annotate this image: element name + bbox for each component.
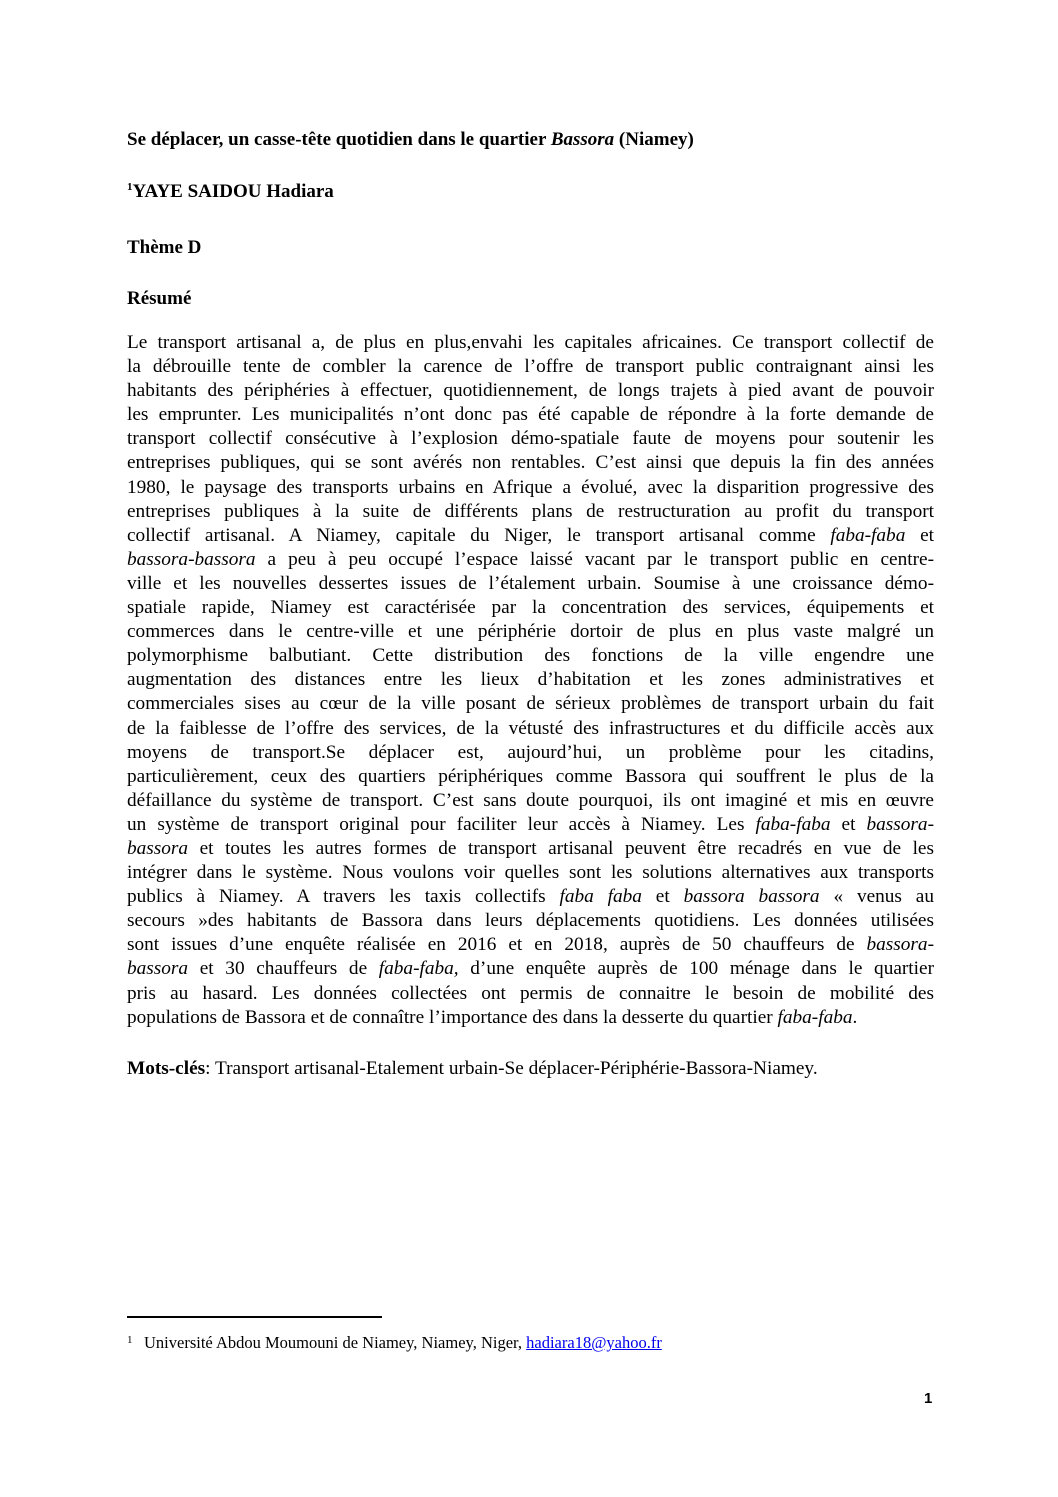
abstract-text: défaillance du système de transport. C’est sans doute pourquoi, ils ont imaginé et mis en œuvre xyxy=(127,789,934,811)
abstract-text: a peu à peu occupé l’espace laissé vacant par le transport public en centre- xyxy=(255,548,934,570)
abstract-italic-term: faba-faba xyxy=(830,524,906,546)
abstract-line xyxy=(127,476,934,500)
abstract-line xyxy=(127,668,934,692)
title-italic-text: Bassora xyxy=(550,129,615,150)
abstract-text: et xyxy=(905,524,934,546)
footnote-mark: 1 xyxy=(127,1334,133,1346)
abstract-line xyxy=(127,500,934,524)
abstract-text: particulièrement, ceux des quartiers périphériques comme Bassora qui souffrent le plus de la xyxy=(127,765,934,787)
abstract-line xyxy=(127,982,934,1006)
abstract-text: augmentation des distances entre les lieux d’habitation et les zones administratives et xyxy=(127,669,934,691)
footnote-text: Université Abdou Moumouni de Niamey, Niamey, Niger, xyxy=(144,1333,527,1352)
abstract-line xyxy=(127,451,934,475)
abstract-text: . xyxy=(852,1006,858,1028)
abstract-text: polymorphisme balbutiant. Cette distribution des fonctions de la ville engendre une xyxy=(127,645,934,667)
abstract-text: et toutes les autres formes de transport artisanal peuvent être recadrés en vue de les xyxy=(188,837,934,859)
abstract-text: pris au hasard. Les données collectées ont permis de connaitre le besoin de mobilité des xyxy=(127,982,934,1004)
abstract-text: de la faiblesse de l’offre des services, de la vétusté des infrastructures et du difficile accès aux xyxy=(127,717,934,739)
abstract-line xyxy=(127,741,934,765)
abstract-text: intégrer dans le système. Nous voulons voir quelles sont les solutions alternatives aux transports xyxy=(127,862,934,884)
theme-heading: Thème D xyxy=(127,237,202,258)
abstract-line xyxy=(127,572,934,596)
abstract-line xyxy=(127,789,934,813)
abstract-line xyxy=(127,933,934,957)
abstract-italic-term: faba-faba xyxy=(755,813,831,835)
abstract-text: transport collectif consécutive à l’explosion démo-spatiale faute de moyens pour soutenir les xyxy=(127,428,934,450)
abstract-text: populations de Bassora et de connaître l’importance des dans la desserte du quartier xyxy=(127,1006,778,1028)
abstract-italic-term: faba-faba, xyxy=(378,958,459,980)
abstract-line xyxy=(127,331,934,355)
keywords-text: : Transport artisanal-Etalement urbain-Se déplacer-Périphérie-Bassora-Niamey. xyxy=(205,1058,818,1079)
abstract-text: ville et les nouvelles dessertes issues de l’étalement urbain. Soumise à une croissance démo- xyxy=(127,572,934,594)
abstract-text: habitants des périphéries à effectuer, quotidiennement, de longs trajets à pied avant de pouvoir xyxy=(127,380,934,402)
abstract-line xyxy=(127,837,934,861)
abstract-text: « venus au xyxy=(819,886,934,908)
keywords-label: Mots-clés xyxy=(127,1058,206,1079)
abstract-italic-term: bassora xyxy=(127,958,189,980)
paper-title xyxy=(127,128,947,152)
abstract-line xyxy=(127,620,934,644)
abstract-text: entreprises publiques, qui se sont avérés non rentables. C’est ainsi que depuis la fin des années xyxy=(127,452,934,474)
abstract-text: un système de transport original pour faciliter leur accès à Niamey. Les xyxy=(127,813,756,835)
abstract-body xyxy=(127,331,934,1030)
abstract-text: publics à Niamey. A travers les taxis collectifs xyxy=(127,886,560,908)
author-email-link[interactable]: hadiara18@yahoo.fr xyxy=(526,1333,662,1352)
abstract-line xyxy=(127,548,934,572)
abstract-text: entreprises publiques à la suite de différents plans de restructuration au profit du transport xyxy=(127,500,934,522)
abstract-text: spatiale rapide, Niamey est caractérisée par la concentration des services, équipements et xyxy=(127,597,934,619)
abstract-line xyxy=(127,524,934,548)
abstract-line xyxy=(127,1006,934,1030)
abstract-text: la débrouille tente de combler la carence de l’offre de transport public contraignant ainsi les xyxy=(127,356,934,378)
abstract-line xyxy=(127,717,934,741)
abstract-line xyxy=(127,596,934,620)
abstract-text: commerces dans le centre-ville et une périphérie dortoir de plus en plus vaste malgré un xyxy=(127,621,934,643)
abstract-text: collectif artisanal. A Niamey, capitale du Niger, le transport artisanal comme xyxy=(127,524,831,546)
abstract-line xyxy=(127,355,934,379)
abstract-line xyxy=(127,813,934,837)
abstract-text: secours »des habitants de Bassora dans leurs déplacements quotidiens. Les données utilisées xyxy=(127,910,934,932)
abstract-text: Le transport artisanal a, de plus en plus,envahi les capitales africaines. Ce transport collectif de xyxy=(127,332,934,353)
abstract-text: et xyxy=(830,813,867,835)
abstract-heading: Résumé xyxy=(127,288,192,309)
abstract-line xyxy=(127,765,934,789)
keywords-line xyxy=(127,1057,818,1081)
footnote-separator xyxy=(127,1316,382,1318)
abstract-line xyxy=(127,403,934,427)
author-footnote-mark: 1 xyxy=(127,181,133,193)
title-text-end: (Niamey) xyxy=(614,129,694,150)
abstract-line xyxy=(127,644,934,668)
abstract-line xyxy=(127,885,934,909)
abstract-text: et 30 chauffeurs de xyxy=(188,958,379,980)
abstract-italic-term: faba faba xyxy=(559,886,642,908)
author-line xyxy=(127,180,334,204)
abstract-text: sont issues d’une enquête réalisée en 2016 et en 2018, auprès de 50 chauffeurs de xyxy=(127,934,867,956)
abstract-line xyxy=(127,379,934,403)
abstract-italic-term: bassora xyxy=(127,837,189,859)
abstract-text: d’une enquête auprès de 100 ménage dans le quartier xyxy=(458,958,935,980)
abstract-line xyxy=(127,861,934,885)
abstract-italic-term: bassora- xyxy=(866,934,934,956)
abstract-line xyxy=(127,909,934,933)
abstract-line xyxy=(127,427,934,451)
footnote xyxy=(127,1329,662,1354)
page-number: 1 xyxy=(924,1390,933,1407)
abstract-italic-term: faba-faba xyxy=(777,1006,853,1028)
abstract-text: et xyxy=(641,886,684,908)
abstract-line xyxy=(127,692,934,716)
abstract-text: commerciales sises au cœur de la ville posant de sérieux problèmes de transport urbain du fait xyxy=(127,693,934,715)
title-text: Se déplacer, un casse-tête quotidien dans le quartier xyxy=(127,129,551,150)
abstract-text: 1980, le paysage des transports urbains en Afrique a évolué, avec la disparition progressive des xyxy=(127,476,934,498)
abstract-text: les emprunter. Les municipalités n’ont donc pas été capable de répondre à la forte demande de xyxy=(127,404,934,426)
abstract-line xyxy=(127,957,934,981)
abstract-italic-term: bassora- xyxy=(866,813,934,835)
abstract-italic-term: bassora-bassora xyxy=(127,548,256,570)
abstract-italic-term: bassora bassora xyxy=(683,886,820,908)
abstract-text: moyens de transport.Se déplacer est, aujourd’hui, un problème pour les citadins, xyxy=(127,741,934,763)
author-name: YAYE SAIDOU Hadiara xyxy=(132,181,334,202)
